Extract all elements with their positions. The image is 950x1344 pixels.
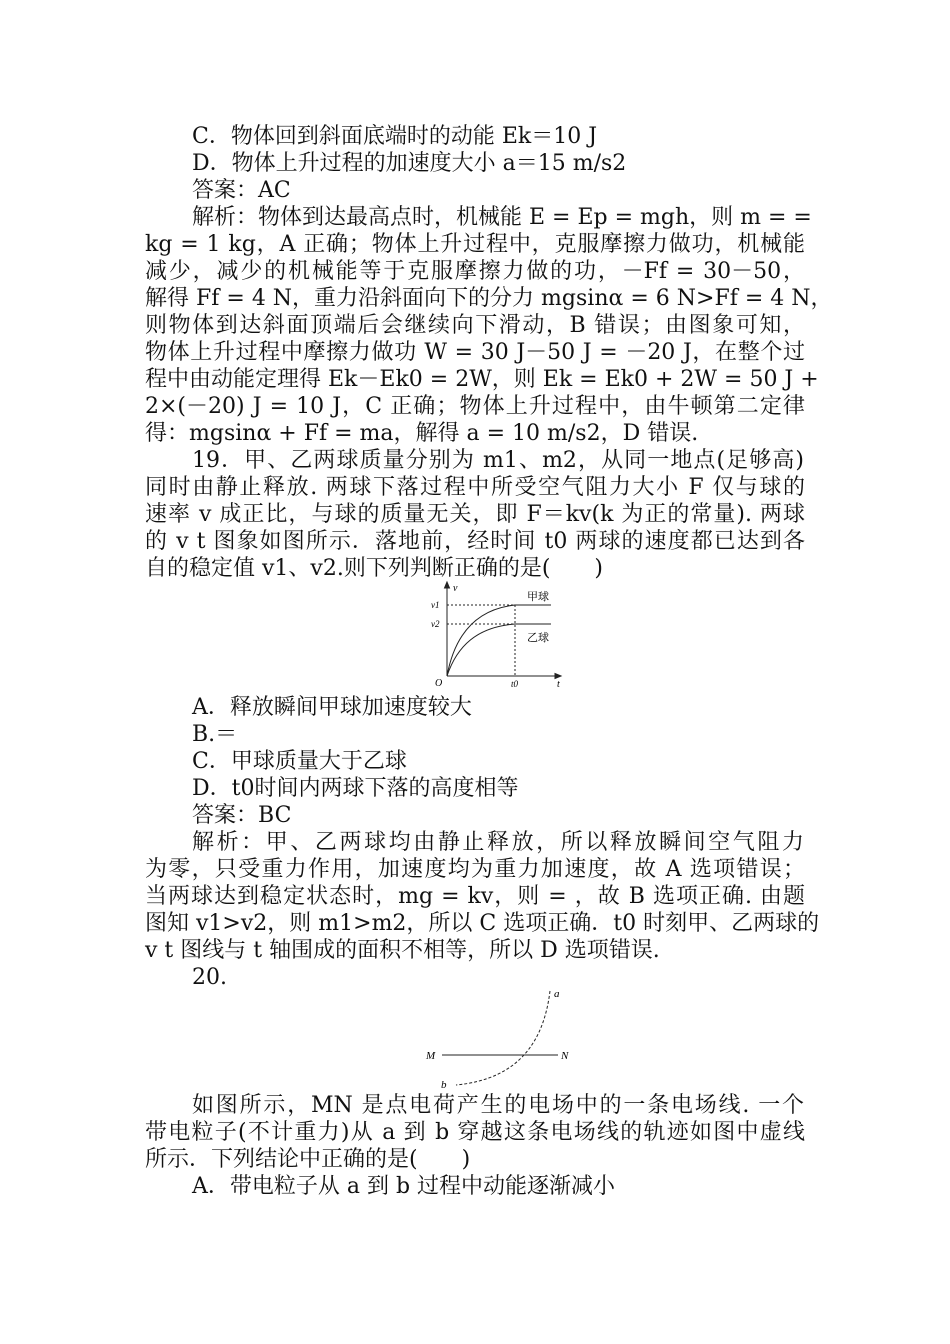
t-axis-arrow: [555, 674, 561, 679]
q19-analysis-line: 当两球达到稳定状态时，mg = kv，则 = ，故 B 选项正确. 由题: [145, 884, 805, 909]
v-axis-label: v: [453, 583, 458, 594]
q20-stem-line: 所示．下列结论中正确的是( ): [145, 1147, 471, 1172]
q19-analysis-line: 图知 v1>v2，则 m1>m2，所以 C 选项正确．t0 时刻甲、乙两球的: [145, 911, 820, 936]
point-m-label: M: [426, 1050, 436, 1062]
q19-option: B.＝: [192, 722, 238, 747]
point-b-label: b: [441, 1079, 447, 1090]
q18-answer: 答案：AC: [192, 178, 291, 203]
q20-stem-line: 如图所示，MN 是点电荷产生的电场中的一条电场线. 一个: [192, 1093, 804, 1118]
q19-stem-line: 同时由静止释放. 两球下落过程中所受空气阻力大小 F 仅与球的: [145, 475, 805, 500]
q18-analysis-line: 解析：物体到达最高点时，机械能 E = Ep = mgh，则 m = =: [192, 205, 812, 230]
q18-option-d: D．物体上升过程的加速度大小 a＝15 m/s2: [192, 151, 627, 176]
curve-yi-label: 乙球: [527, 632, 549, 644]
q18-option-c: C．物体回到斜面底端时的动能 Ek＝10 J: [192, 124, 598, 149]
v-axis-arrow: [445, 582, 450, 588]
q20-stem-line: 带电粒子(不计重力)从 a 到 b 穿越这条电场线的轨迹如图中虚线: [145, 1120, 805, 1145]
q19-analysis-line: 解析：甲、乙两球均由静止释放，所以释放瞬间空气阻力: [192, 830, 804, 855]
q20-option-a: A．带电粒子从 a 到 b 过程中动能逐渐减小: [192, 1174, 616, 1199]
q18-analysis-line: 则物体到达斜面顶端后会继续向下滑动，B 错误；由图象可知，: [145, 313, 805, 338]
origin-label: O: [435, 678, 443, 689]
q19-option: C．甲球质量大于乙球: [192, 749, 407, 774]
q20-number: 20.: [192, 965, 227, 990]
q18-analysis-line: 程中由动能定理得 Ek－Ek0 = 2W，则 Ek = Ek0 + 2W = 50 J +: [145, 367, 819, 392]
q19-stem-line: 速率 v 成正比，与球的质量无关，即 F＝kv(k 为正的常量). 两球: [145, 502, 805, 527]
q19-option: D．t0时间内两球下落的高度相等: [192, 776, 519, 801]
q19-stem-line: 自的稳定值 v1、v2.则下列判断正确的是( ): [145, 556, 604, 581]
electric-field-figure: [420, 985, 580, 1090]
q19-analysis-line: v t 图线与 t 轴围成的面积不相等，所以 D 选项错误.: [145, 938, 660, 963]
q19-option: A．释放瞬间甲球加速度较大: [192, 695, 472, 720]
point-n-label: N: [561, 1050, 569, 1062]
point-a-label: a: [554, 988, 560, 1000]
q19-analysis-line: 为零，只受重力作用，加速度均为重力加速度，故 A 选项错误；: [145, 857, 805, 882]
t-axis-label: t: [557, 679, 560, 690]
vt-graph-figure: [415, 578, 565, 690]
q19-stem-line: 的 v t 图象如图所示．落地前，经时间 t0 两球的速度都已达到各: [145, 529, 805, 554]
v2-label: v2: [431, 619, 440, 629]
q18-analysis-line: 2×(－20) J = 10 J，C 正确；物体上升过程中，由牛顿第二定律: [145, 394, 805, 419]
q18-analysis-line: kg = 1 kg，A 正确；物体上升过程中，克服摩擦力做功，机械能: [145, 232, 805, 257]
q19-answer: 答案：BC: [192, 803, 292, 828]
q19-stem-line: 19．甲、乙两球质量分别为 m1、m2，从同一地点(足够高): [192, 448, 804, 473]
q18-analysis-line: 减少，减少的机械能等于克服摩擦力做的功，－Ff = 30－50，: [145, 259, 805, 284]
v1-label: v1: [431, 600, 440, 610]
q18-analysis-line: 得：mgsinα + Ff = ma，解得 a = 10 m/s2，D 错误.: [145, 421, 699, 446]
curve-jia-label: 甲球: [527, 591, 549, 603]
t0-label: t0: [511, 679, 519, 689]
q18-analysis-line: 物体上升过程中摩擦力做功 W = 30 J－50 J = －20 J，在整个过: [145, 340, 805, 365]
particle-trajectory: [456, 991, 550, 1085]
q18-analysis-line: 解得 Ff = 4 N，重力沿斜面向下的分力 mgsinα = 6 N>Ff = 4 N，: [145, 286, 833, 311]
